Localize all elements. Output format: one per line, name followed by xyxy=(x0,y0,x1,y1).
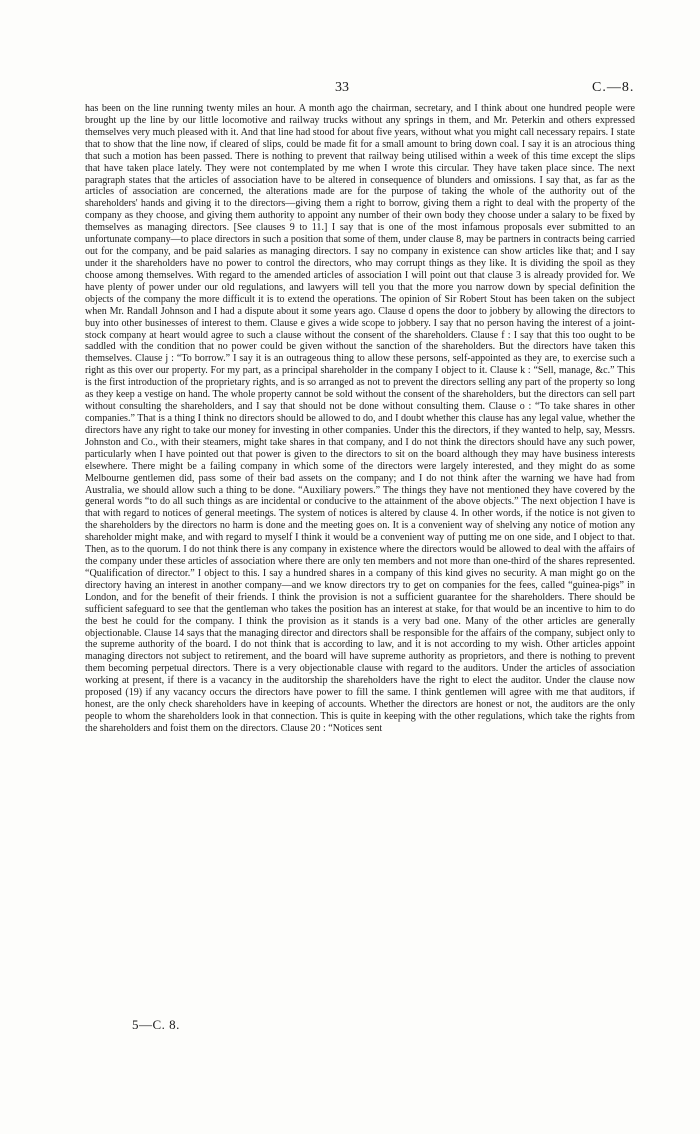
printer-signature-mark: 5—C. 8. xyxy=(132,1017,180,1032)
document-reference: C.—8. xyxy=(592,80,635,95)
page-number: 33 xyxy=(335,80,349,95)
page-header xyxy=(0,80,700,100)
body-paragraph: has been on the line running twenty miles an hour. A month ago the chairman, secretary, and I think about one hundred people were brought up the line by our little locomotive and railway trucks without any springs in them, and Mr. Peterkin and others expressed themselves very much pleased with it. And that line had stood for about five years, without what you might call necessary repairs. I state that to show that the line now, if cleared of slips, could be made fit for a small amount to bring down coal. I say it is an atrocious thing that such a motion has been passed. There is nothing to prevent that railway being utilised within a week of this time except the slips that have taken place lately. They were not contemplated by me when I wrote this circular. They have taken place since. The next paragraph states that the articles of association have to be altered in consequence of blunders and omissions. I say that, as far as the articles of association are concerned, the alterations made are for the purpose of taking the whole of the authority out of the shareholders' hands and giving it to the directors—giving them a right to borrow, giving them a right to deal with the property of the company as they choose, and giving them authority to appoint any number of their own body they choose under a salary to be fixed by themselves as managing directors. [See clauses 9 to 11.] I say that is one of the most infamous proposals ever submitted to an unfortunate company—to place directors in such a position that some of them, under clause 8, may be partners in contracts being carried out for the company, and be paid salaries as managing directors. I say no company in existence can show articles like that; and I say under it the shareholders have no power to control the directors, who may corrupt things as they like. It is dividing the spoil as they choose among themselves. With regard to the amended articles of association I will point out that clause 3 is already provided for. We have plenty of power under our old regulations, and lawyers will tell you that the more you narrow down by special definition the objects of the company the more difficult it is to extend the operations. The opinion of Sir Robert Stout has been taken on the subject when Mr. Randall Johnson and I had a dispute about it some years ago. Clause d opens the door to jobbery by allowing the directors to buy into other businesses of interest to them. Clause e gives a wide scope to jobbery. I say that no person having the interest of a joint-stock company at heart would agree to such a clause without the consent of the shareholders. Clause f : I say that this too ought to be saddled with the condition that no power could be given without the sanction of the shareholders. But the directors have taken this themselves. Clause j : “To borrow.” I say it is an outrageous thing to allow these persons, self-appointed as they are, to exercise such a right as this over our property. For my part, as a principal shareholder in the company I object to it. Clause k : “Sell, manage, &c.” This is the first introduction of the proprietary rights, and is so arranged as not to prevent the directors selling any part of the property so long as they keep a vestige on hand. The whole property cannot be sold without the consent of the shareholders, but the directors can sell part without consulting the shareholders, and I say that should not be done without consulting them. Clause o : “To take shares in other companies.” That is a thing I think no directors should be allowed to do, and I doubt whether this clause has any legal value, whether the directors have any right to take our money for investing in other companies. Under this the directors, if they wanted to help, say, Messrs. Johnston and Co., with their steamers, might take shares in that company, and I do not think the directors should have any such power, particularly when I have pointed out that power is given to the directors to sit on the board although they may have business interests elsewhere. There might be a failing company in which some of the directors were largely interested, and they might do as some Melbourne gentlemen did, pass some of their bad assets on the company; and I do not think after the warning we have had from Australia, we should allow such a thing to be done. “Auxiliary powers.” The things they have not mentioned they have covered by the general words “to do all such things as are incidental or conducive to the attainment of the above objects.” The next objection I have is that with regard to notices of general meetings. The system of notices is altered by clause 4. In other words, if the notice is not given to the shareholders by the directors no harm is done and the meeting goes on. It is a convenient way of shelving any notice of motion any shareholder might make, and with regard to myself I think it would be a convenient way of putting me on one side, and I object to that. Then, as to the quorum. I do not think there is any company in existence where the directors would be allowed to deal with the affairs of the company under these articles of association where there are only ten members and not more than one-third of the shares represented. “Qualification of director.” I object to this. I say a hundred shares in a company of this kind gives no security. A man might go on the directory having an interest in another company—and we know directors try to get on companies for the fees, called “guinea-pigs” in London, and for the benefit of their friends. I think the provision is not a sufficient guarantee for the shareholders. There should be sufficient safeguard to see that the gentleman who takes the position has an interest at stake, for that would be an incentive to him to do the best he could for the company. I think the provision as it stands is a very bad one. Many of the other articles are generally objectionable. Clause 14 says that the managing director and directors shall be responsible for the affairs of the company, subject only to the supreme authority of the board. I do not think that is according to law, and it is not according to my wish. Other articles appoint managing directors not subject to retirement, and the board will have supreme authority as proprietors, and there is nothing to prevent them becoming perpetual directors. There is a very objectionable clause with regard to the auditors. Under the articles of association working at present, if there is a vacancy in the auditorship the shareholders have the right to elect the auditor. Under the clause now proposed (19) if any vacancy occurs the directors have power to fill the same. I think gentlemen will agree with me that auditors, if honest, are the only check shareholders have in keeping of accounts. Whether the directors are honest or not, the auditors are the only people to whom the shareholders look in that connection. This is quite in keeping with the other regulations, which take the rights from the shareholders and foist them on the directors. Clause 20 : “Notices sent xyxy=(85,103,635,734)
body-text xyxy=(85,103,635,735)
